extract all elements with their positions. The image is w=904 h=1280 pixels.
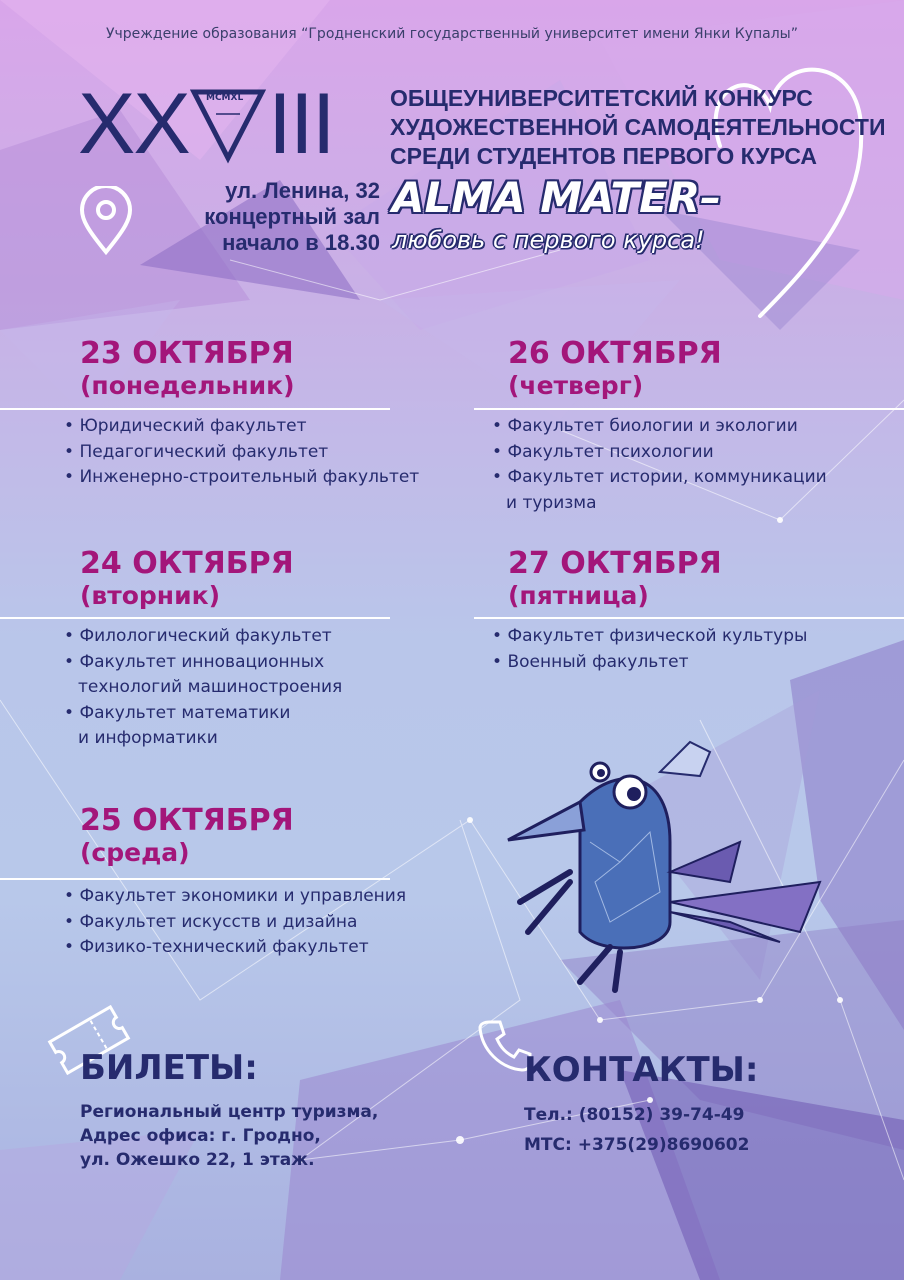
list-item: • Факультет биологии и экологии <box>492 414 827 440</box>
list-item: • Филологический факультет <box>64 624 342 650</box>
tickets-line: Региональный центр туризма, <box>80 1102 379 1122</box>
list-item: • Военный факультет <box>492 650 807 676</box>
contest-title-line: ОБЩЕУНИВЕРСИТЕТСКИЙ КОНКУРС <box>390 85 813 111</box>
edition-right: III <box>268 76 334 172</box>
day-header-24 <box>80 547 294 611</box>
contest-title-line: СРЕДИ СТУДЕНТОВ ПЕРВОГО КУРСА <box>390 143 818 169</box>
venue-info <box>150 178 380 256</box>
list-item-continued: технологий машиностроения <box>78 677 343 697</box>
list-item: • Факультет математики <box>64 701 342 727</box>
edition-badge: MCMXL <box>206 93 244 103</box>
day-weekday: (пятница) <box>508 581 649 610</box>
institution-name: Учреждение образования “Гродненский государственный университет имени Янки Купалы” <box>105 26 798 42</box>
day-header-27 <box>508 547 722 611</box>
mobile-number[interactable]: МТС: +375(29)8690602 <box>524 1135 750 1155</box>
day-date: 27 ОКТЯБРЯ <box>508 546 722 581</box>
day-date: 23 ОКТЯБРЯ <box>80 336 294 371</box>
list-item-continued: и туризма <box>506 492 597 513</box>
faculty-list-27 <box>492 624 807 675</box>
tickets-line: ул. Ожешко 22, 1 этаж. <box>80 1150 315 1170</box>
day-header-23 <box>80 337 295 401</box>
list-item: • Факультет истории, коммуникации <box>492 465 827 491</box>
list-item: • Факультет инновационных <box>64 650 342 676</box>
day-weekday: (вторник) <box>80 581 220 610</box>
day-weekday: (четверг) <box>508 371 644 400</box>
edition-left: XX <box>78 76 189 172</box>
divider <box>0 878 390 880</box>
venue-street: ул. Ленина, 32 <box>225 178 380 203</box>
contest-title <box>390 84 886 171</box>
list-item: • Инженерно-строительный факультет <box>64 465 419 491</box>
divider <box>0 408 390 410</box>
divider <box>474 617 904 619</box>
day-date: 25 ОКТЯБРЯ <box>80 803 294 838</box>
tickets-heading: БИЛЕТЫ: <box>80 1048 258 1088</box>
day-date: 24 ОКТЯБРЯ <box>80 546 294 581</box>
day-weekday: (среда) <box>80 838 190 867</box>
list-item: • Педагогический факультет <box>64 440 419 466</box>
faculty-list-26 <box>492 414 827 516</box>
slogan-sub: любовь с первого курса! <box>392 226 705 254</box>
list-item: • Факультет психологии <box>492 440 827 466</box>
faculty-list-24 <box>64 624 342 752</box>
day-header-26 <box>508 337 722 401</box>
contest-title-line: ХУДОЖЕСТВЕННОЙ САМОДЕЯТЕЛЬНОСТИ <box>390 114 886 140</box>
tickets-line: Адрес офиса: г. Гродно, <box>80 1126 321 1146</box>
venue-hall: концертный зал <box>204 204 380 229</box>
slogan-main: ALMA MATER– <box>392 173 722 222</box>
list-item: • Юридический факультет <box>64 414 419 440</box>
list-item: • Факультет экономики и управления <box>64 884 406 910</box>
faculty-list-25 <box>64 884 406 961</box>
list-item-continued: и информатики <box>78 728 218 748</box>
list-item: • Физико-технический факультет <box>64 935 406 961</box>
day-date: 26 ОКТЯБРЯ <box>508 336 722 371</box>
contacts-heading: КОНТАКТЫ: <box>524 1050 759 1090</box>
crow-mascot-icon <box>500 732 840 994</box>
edition-number <box>78 78 348 170</box>
phone-number[interactable]: Тел.: (80152) 39-74-49 <box>524 1105 745 1125</box>
tickets-info <box>80 1100 378 1172</box>
divider <box>474 408 904 410</box>
venue-start: начало в 18.30 <box>222 230 380 255</box>
day-header-25 <box>80 804 294 868</box>
contacts-info <box>524 1100 749 1160</box>
divider <box>0 617 390 619</box>
list-item: • Факультет искусств и дизайна <box>64 910 406 936</box>
day-weekday: (понедельник) <box>80 371 295 400</box>
location-pin-icon <box>78 186 134 256</box>
faculty-list-23 <box>64 414 419 491</box>
list-item: • Факультет физической культуры <box>492 624 807 650</box>
